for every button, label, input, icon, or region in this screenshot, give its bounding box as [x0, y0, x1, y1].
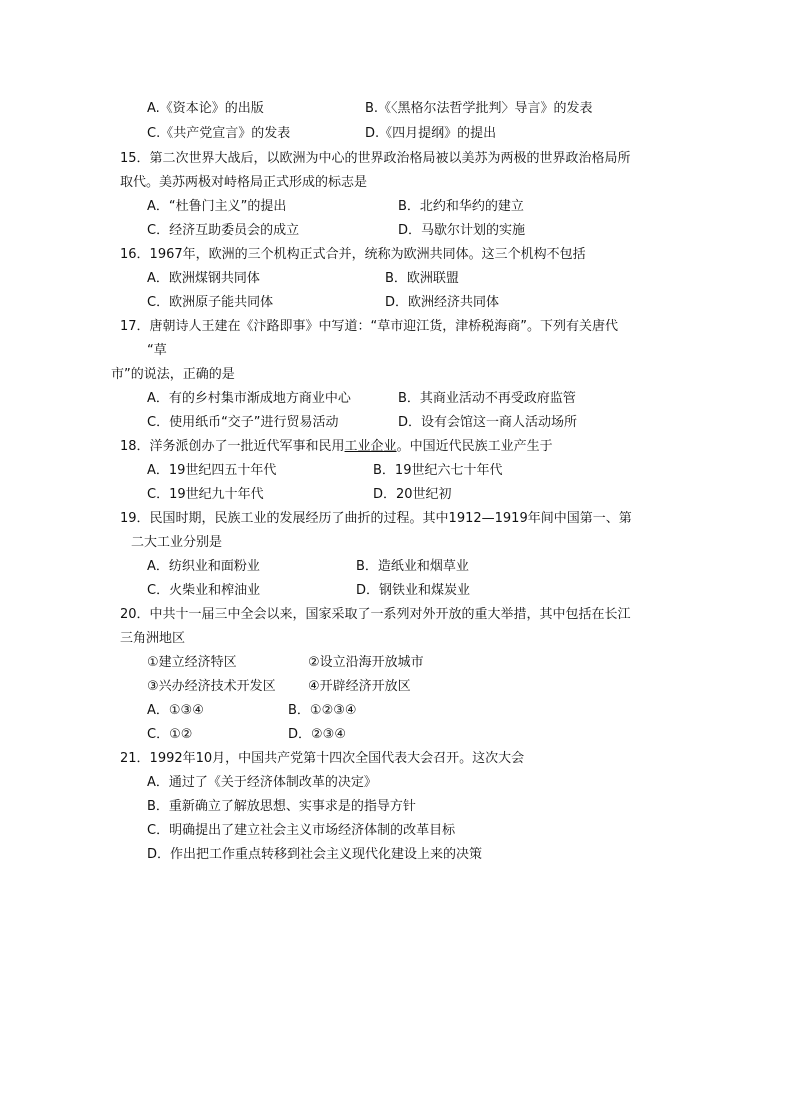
q19-option-a: A．纺织业和面粉业: [147, 559, 260, 574]
q17-stem-line-1: 17．唐朝诗人王建在《汴路即事》中写道：“草市迎江货，津桥税海商”。下列有关唐代: [120, 319, 619, 334]
q14-option-a: A.《资本论》的出版: [147, 101, 264, 116]
q18-stem-part-1: 18．洋务派创办了一批近代军事和民用: [120, 439, 345, 454]
q14-option-b: B.《〈黑格尔法哲学批判〉导言》的发表: [365, 101, 593, 116]
q17-option-d: D．设有会馆这一商人活动场所: [398, 415, 578, 430]
q20-option-a: A．①③④: [147, 703, 204, 718]
q15-option-c: C．经济互助委员会的成立: [147, 223, 300, 238]
q20-stem-line-2: 三角洲地区: [120, 631, 186, 646]
q19-stem-line-2: 二大工业分别是: [131, 535, 223, 550]
q18-option-a: A．19世纪四五十年代: [147, 463, 277, 478]
q16-option-c: C．欧洲原子能共同体: [147, 295, 274, 310]
q20-item-4: ④开辟经济开放区: [308, 679, 411, 694]
q18-stem-underlined: 工业企业: [344, 439, 397, 454]
q16-stem: 16．1967年，欧洲的三个机构正式合并，统称为欧洲共同体。这三个机构不包括: [120, 247, 586, 262]
q18-option-c: C．19世纪九十年代: [147, 487, 264, 502]
q17-option-a: A．有的乡村集市渐成地方商业中心: [147, 391, 351, 406]
q20-item-1: ①建立经济特区: [147, 655, 237, 670]
q15-stem-line-2: 取代。美苏两极对峙格局正式形成的标志是: [120, 175, 368, 190]
q20-stem-line-1: 20．中共十一届三中全会以来，国家采取了一系列对外开放的重大举措，其中包括在长江: [120, 607, 631, 622]
q14-option-c: C.《共产党宣言》的发表: [147, 126, 291, 141]
q16-option-d: D．欧洲经济共同体: [385, 295, 500, 310]
q20-item-2: ②设立沿海开放城市: [308, 655, 424, 670]
q15-option-b: B．北约和华约的建立: [398, 199, 524, 214]
q16-option-b: B．欧洲联盟: [385, 271, 459, 286]
q18-option-d: D．20世纪初: [373, 487, 452, 502]
q21-option-d: D．作出把工作重点转移到社会主义现代化建设上来的决策: [147, 847, 483, 862]
q17-option-c: C．使用纸币“交子”进行贸易活动: [147, 415, 339, 430]
q18-stem: [120, 438, 553, 456]
q17-option-b: B．其商业活动不再受政府监管: [398, 391, 576, 406]
q19-option-b: B．造纸业和烟草业: [356, 559, 469, 574]
q15-option-a: A．“杜鲁门主义”的提出: [147, 199, 287, 214]
q21-stem: 21．1992年10月，中国共产党第十四次全国代表大会召开。这次大会: [120, 751, 525, 766]
q17-stem-line-2: “草: [147, 343, 167, 358]
q18-stem-part-2: 。中国近代民族工业产生于: [396, 439, 553, 454]
q19-stem-line-1: 19．民国时期，民族工业的发展经历了曲折的过程。其中1912—1919年间中国第一、第: [120, 511, 632, 526]
q21-option-a: A．通过了《关于经济体制改革的决定》: [147, 775, 377, 790]
q18-option-b: B．19世纪六七十年代: [373, 463, 503, 478]
q20-item-3: ③兴办经济技术开发区: [147, 679, 276, 694]
q15-option-d: D．马歇尔计划的实施: [398, 223, 526, 238]
q19-option-c: C．火柴业和榨油业: [147, 583, 261, 598]
q19-option-d: D．钢铁业和煤炭业: [356, 583, 471, 598]
q15-stem-line-1: 15．第二次世界大战后，以欧洲为中心的世界政治格局被以美苏为两极的世界政治格局所: [120, 151, 631, 166]
q20-option-b: B．①②③④: [288, 703, 357, 718]
q20-option-d: D．②③④: [288, 727, 346, 742]
q21-option-c: C．明确提出了建立社会主义市场经济体制的改革目标: [147, 823, 456, 838]
q17-stem-line-3: 市”的说法，正确的是: [111, 367, 235, 382]
q16-option-a: A．欧洲煤钢共同体: [147, 271, 260, 286]
q20-option-c: C．①②: [147, 727, 193, 742]
q21-option-b: B．重新确立了解放思想、实事求是的指导方针: [147, 799, 416, 814]
q14-option-d: D.《四月提纲》的提出: [365, 126, 497, 141]
